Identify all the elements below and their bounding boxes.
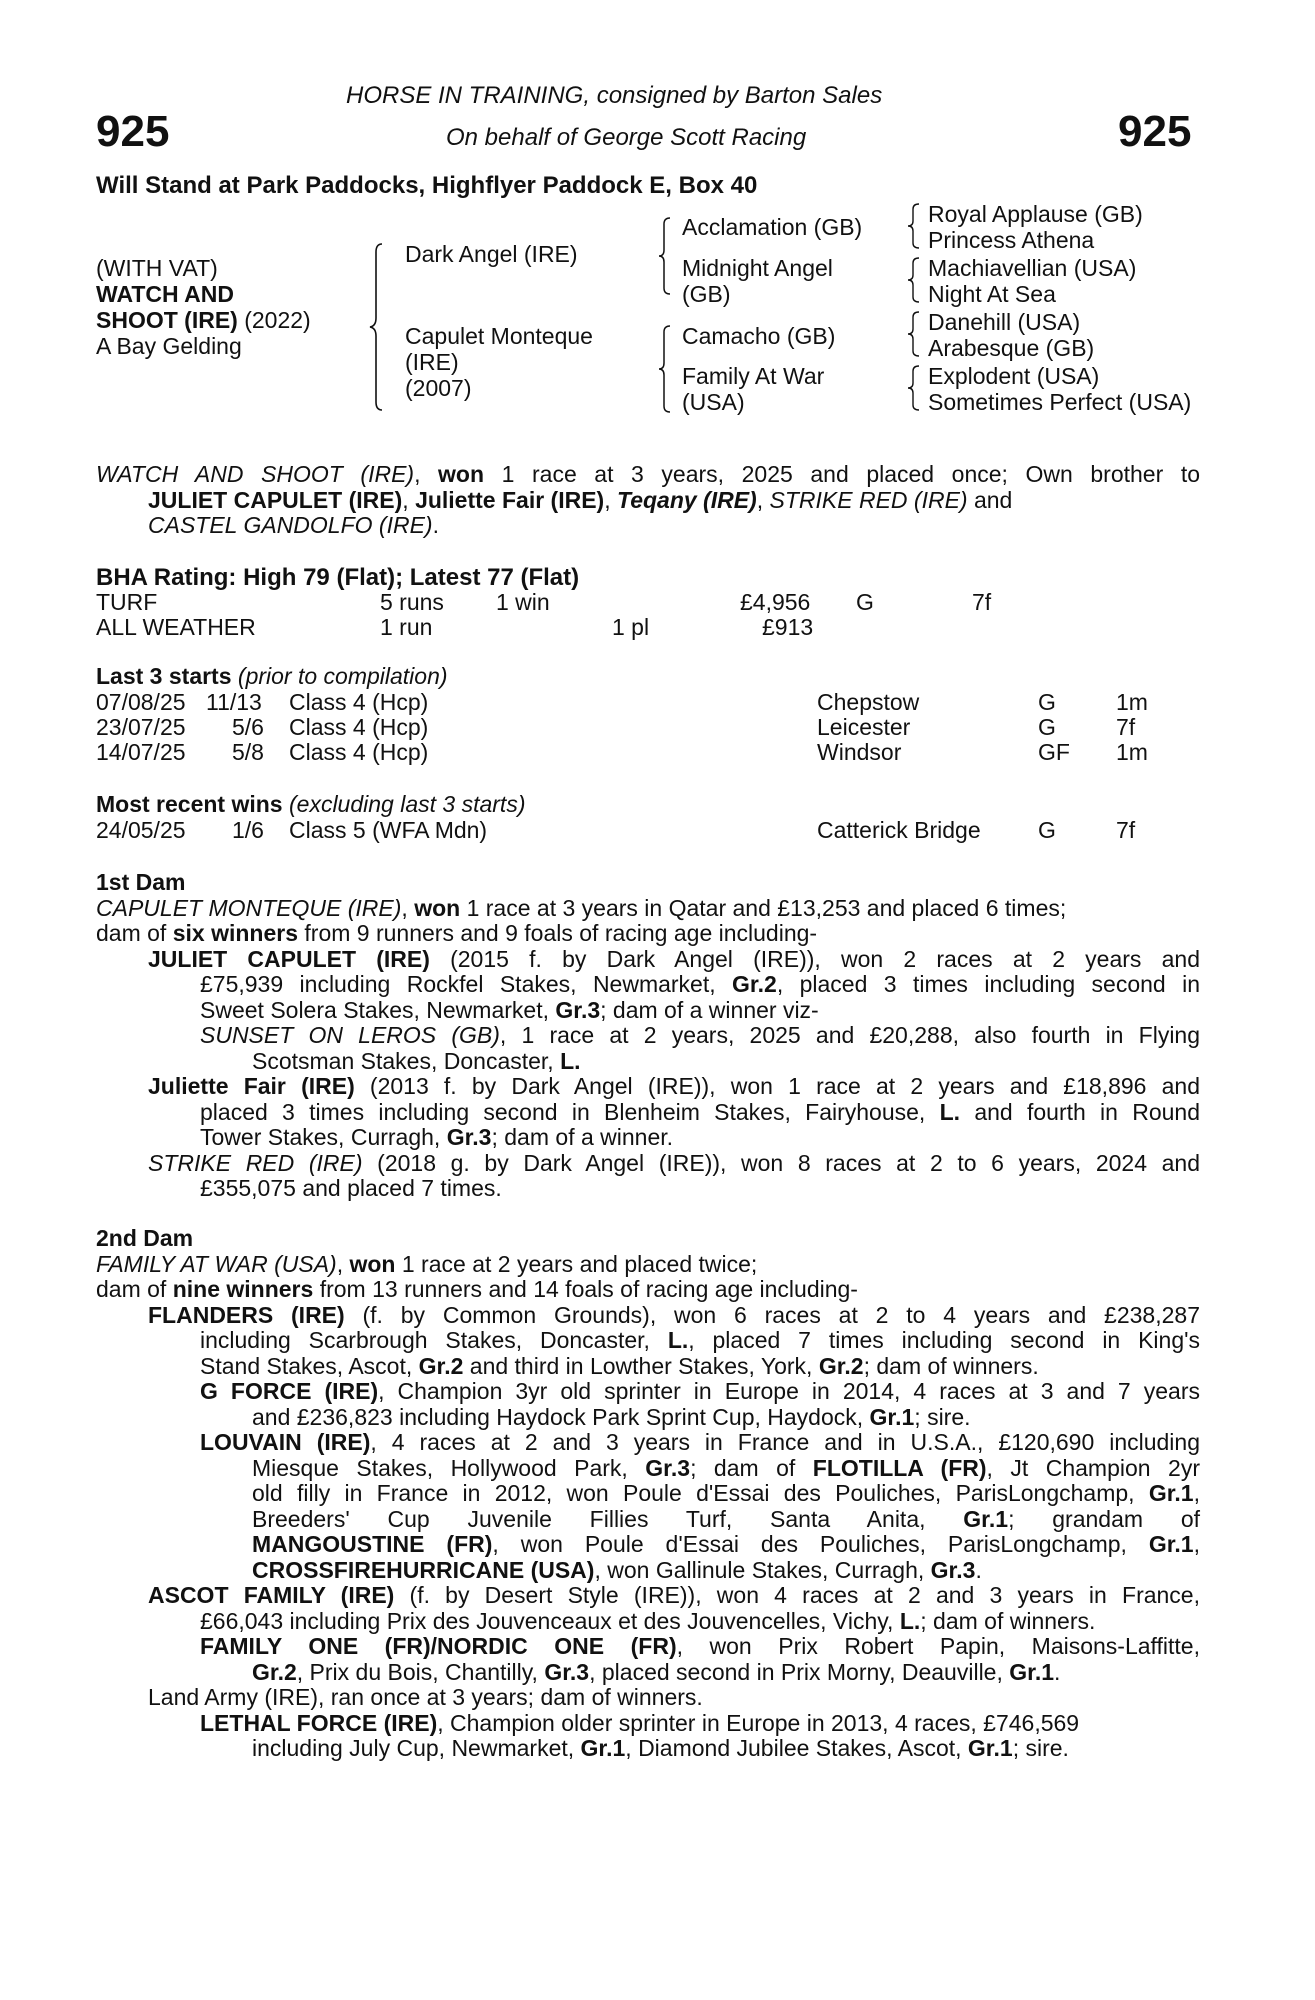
horse-description: A Bay Gelding — [96, 333, 242, 359]
pedigree-brace-gs2 — [907, 256, 923, 304]
pedigree-brace-gs3 — [907, 310, 923, 358]
produce-g-force: G FORCE (IRE), Champion 3yr old sprinter in Europe in 2014, 4 races at 3 and 7 years and £236,823 including Haydock Park Sprint Cup, Haydock, Gr.1; sire. — [200, 1378, 1200, 1430]
pedigree-ssd: Princess Athena — [928, 227, 1095, 253]
produce-ascot-family: ASCOT FAMILY (IRE) (f. by Desert Style (IRE)), won 4 races at 2 and 3 years in France, £66,043 including Prix des Jouvenceaux et des Jouvencelles, Vichy, L.; dam of winners. — [148, 1582, 1200, 1634]
pedigree-brace-sire — [658, 216, 674, 296]
intro-line1: WATCH AND SHOOT (IRE), won 1 race at 3 years, 2025 and placed once; Own brother to — [96, 461, 1201, 487]
pedigree-dam-line1: Capulet Monteque — [405, 323, 593, 349]
consignment-line: HORSE IN TRAINING, consigned by Barton Sales — [346, 82, 883, 109]
produce-land-army: Land Army (IRE), ran once at 3 years; dam of winners. — [148, 1684, 703, 1710]
win-row: 24/05/25 1/6 Class 5 (WFA Mdn) Catterick Bridge G 7f — [96, 817, 1136, 843]
first-dam-line2: dam of six winners from 9 runners and 9 foals of racing age including- — [96, 920, 818, 946]
pedigree-sss: Royal Applause (GB) — [928, 201, 1143, 227]
rating-row-all-weather: ALL WEATHER 1 run 1 pl £913 — [96, 614, 814, 640]
first-dam-title: 1st Dam — [96, 869, 186, 895]
first-dam-section — [96, 870, 1200, 1202]
pedigree-brace-gs1 — [907, 202, 923, 250]
horse-name-text: SHOOT (IRE) — [96, 307, 238, 333]
pedigree-dam-dam-line1: Family At War — [682, 363, 825, 389]
pedigree-dds: Explodent (USA) — [928, 363, 1100, 389]
pedigree-dss: Danehill (USA) — [928, 309, 1081, 335]
second-dam-title: 2nd Dam — [96, 1225, 194, 1251]
horse-foaled-year: (2022) — [237, 307, 311, 333]
horse-name-line2 — [96, 308, 311, 334]
produce-strike-red: STRIKE RED (IRE) (2018 g. by Dark Angel (IRE)), won 8 races at 2 to 6 years, 2024 and £355,075 and placed 7 times. — [148, 1149, 1200, 1201]
lot-number-left: 925 — [96, 107, 170, 156]
produce-juliette-fair: Juliette Fair (IRE) (2013 f. by Dark Angel (IRE)), won 1 race at 2 years and £18,896 and placed 3 times including second in Blenheim Stakes, Fairyhouse, L. and fourth in Round Tower Stakes, Curragh, Gr.3; dam of a winner. — [148, 1073, 1201, 1150]
pedigree-ddd: Sometimes Perfect (USA) — [928, 389, 1192, 415]
location-line: Will Stand at Park Paddocks, Highflyer Paddock E, Box 40 — [96, 172, 758, 199]
start-row: 07/08/25 11/13 Class 4 (Hcp) Chepstow G 1m — [96, 689, 1148, 715]
pedigree-dam-dam-line2: (USA) — [682, 389, 745, 415]
start-row: 14/07/25 5/8 Class 4 (Hcp) Windsor GF 1m — [96, 739, 1148, 765]
second-dam-line2: dam of nine winners from 13 runners and 14 foals of racing age including- — [96, 1276, 858, 1302]
last-starts-heading: Last 3 starts (prior to compilation) — [96, 663, 448, 689]
rating-row-turf: TURF 5 runs 1 win £4,956 G 7f — [96, 589, 992, 615]
pedigree-brace-gs4 — [907, 364, 923, 412]
pedigree-dam-line3: (2007) — [405, 375, 472, 401]
pedigree-dam-sire: Camacho (GB) — [682, 323, 836, 349]
produce-flanders: FLANDERS (IRE) (f. by Common Grounds), won 6 races at 2 to 4 years and £238,287 including Scarbrough Stakes, Doncaster, L., placed 7 times including second in King's Stand Stakes, Ascot, Gr.2 and third in Lowther Stakes, York, Gr.2; dam of winners. — [148, 1301, 1201, 1379]
pedigree-sire-dam-line2: (GB) — [682, 281, 731, 307]
pedigree-sds: Machiavellian (USA) — [928, 255, 1137, 281]
produce-lethal-force: LETHAL FORCE (IRE), Champion older sprinter in Europe in 2013, 4 races, £746,569 including July Cup, Newmarket, Gr.1, Diamond Jubilee Stakes, Ascot, Gr.1; sire. — [200, 1709, 1080, 1761]
produce-louvain: LOUVAIN (IRE), 4 races at 2 and 3 years in France and in U.S.A., £120,690 including Miesque Stakes, Hollywood Park, Gr.3; dam of FLOTILLA (FR), Jt Champion 2yr old filly in France in 2012, won Poule d'Essai des Pouliches, ParisLongchamp, Gr.1, Breeders' Cup Juvenile Fillies Turf, Santa Anita, Gr.1; grandam of MANGOUSTINE (FR), won Poule d'Essai des Pouliches, ParisLongchamp, Gr.1, CROSSFIREHURRICANE (USA), won Gallinule Stakes, Curragh, Gr.3. — [200, 1429, 1200, 1583]
bha-rating-title: BHA Rating: High 79 (Flat); Latest 77 (Flat) — [96, 564, 580, 591]
lot-number-right: 925 — [1118, 107, 1192, 156]
pedigree-sire-sire: Acclamation (GB) — [682, 214, 863, 240]
produce-juliet-capulet: JULIET CAPULET (IRE) (2015 f. by Dark Angel (IRE)), won 2 races at 2 years and £75,939 including Rockfel Stakes, Newmarket, Gr.2, placed 3 times including second in Sweet Solera Stakes, Newmarket, Gr.3; dam of a winner viz- — [148, 945, 1201, 1023]
intro-line3: CASTEL GANDOLFO (IRE). — [148, 512, 439, 538]
pedigree-sdd: Night At Sea — [928, 281, 1056, 307]
pedigree-brace-dam — [658, 324, 674, 414]
produce-family-one: FAMILY ONE (FR)/NORDIC ONE (FR), won Prix Robert Papin, Maisons-Laffitte, Gr.2, Prix du Bois, Chantilly, Gr.3, placed second in Prix Morny, Deauville, Gr.1. — [200, 1633, 1200, 1685]
pedigree-sire-dam-line1: Midnight Angel — [682, 255, 833, 281]
produce-sunset-on-leros: SUNSET ON LEROS (GB), 1 race at 2 years, 2025 and £20,288, also fourth in Flying Scotsman Stakes, Doncaster, L. — [200, 1022, 1201, 1074]
behalf-line: On behalf of George Scott Racing — [446, 124, 807, 151]
first-dam-line1: CAPULET MONTEQUE (IRE), won 1 race at 3 years in Qatar and £13,253 and placed 6 times; — [96, 894, 1067, 921]
horse-name-line1: WATCH AND — [96, 281, 234, 307]
pedigree-brace-main — [368, 242, 388, 412]
second-dam-section — [96, 1226, 1200, 1762]
pedigree-dam-line2: (IRE) — [405, 349, 459, 375]
second-dam-line1: FAMILY AT WAR (USA), won 1 race at 2 years and placed twice; — [96, 1250, 758, 1277]
pedigree-dsd: Arabesque (GB) — [928, 335, 1095, 361]
start-row: 23/07/25 5/6 Class 4 (Hcp) Leicester G 7f — [96, 714, 1136, 740]
intro-paragraph — [96, 462, 1200, 539]
pedigree-sire: Dark Angel (IRE) — [405, 241, 578, 267]
recent-wins-heading: Most recent wins (excluding last 3 starts) — [96, 791, 526, 817]
vat-note: (WITH VAT) — [96, 255, 218, 281]
intro-line2: JULIET CAPULET (IRE), Juliette Fair (IRE), Teqany (IRE), STRIKE RED (IRE) and — [148, 486, 1013, 513]
